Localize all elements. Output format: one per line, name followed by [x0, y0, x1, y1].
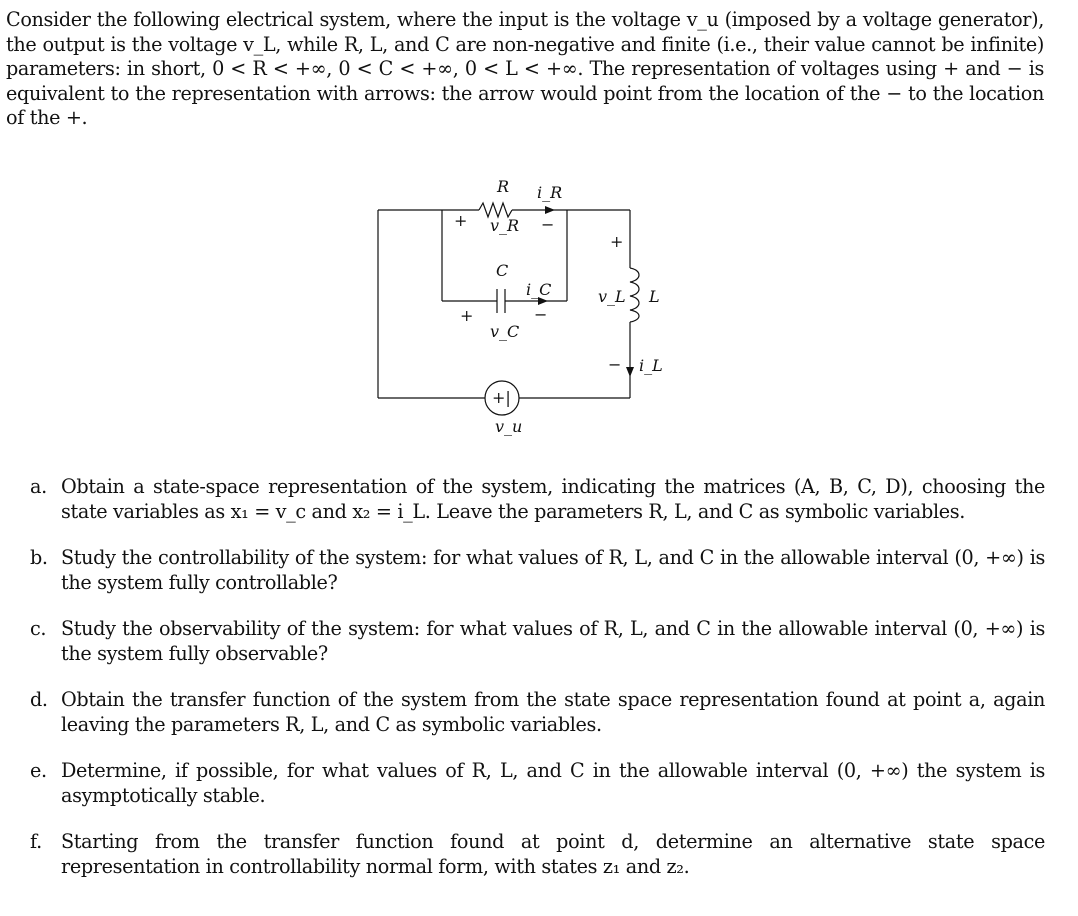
question-label: e.: [30, 759, 47, 782]
voltage-source-label: v_u: [495, 417, 523, 436]
question-item: [30, 688, 1045, 737]
question-text: Obtain the transfer function of the system from the state space representation found at point a, again leaving the parameters R, L, and C as symbolic variables.: [61, 688, 1045, 736]
resistor-plus-label: +: [454, 211, 468, 230]
problem-statement-text: Consider the following electrical system, where the input is the voltage v_u (imposed by a voltage generator), the output is the voltage v_L, while R, L, and C are non-negative and finite (i.e., their value cannot be infinite) parameters: in short, 0 < R < +∞, 0 < C < +∞, 0 < L < +∞. The representation of voltages using + and − is equivalent to the representation with arrows: the arrow would point from the location of the − to the location of the +.: [6, 8, 1044, 129]
inductor-voltage-label: v_L: [598, 287, 626, 306]
capacitor-minus-label: −: [534, 305, 548, 324]
question-text: Starting from the transfer function found at point d, determine an alternative state space representation in controllability normal form, with states z₁ and z₂.: [61, 830, 1045, 878]
question-text: Obtain a state-space representation of the system, indicating the matrices (A, B, C, D), choosing the state variables as x₁ = v_c and x₂ = i_L. Leave the parameters R, L, and C as symbolic variables.: [61, 475, 1045, 523]
circuit-diagram: [372, 170, 663, 445]
resistor-voltage-label: v_R: [490, 216, 520, 235]
question-text: Determine, if possible, for what values of R, L, and C in the allowable interval (0, +∞) the system is asymptotically stable.: [61, 759, 1045, 807]
question-label: c.: [30, 617, 47, 640]
resistor-current-arrow: [545, 206, 555, 214]
resistor-current-label: i_R: [537, 183, 563, 202]
inductor-label: L: [649, 287, 660, 306]
question-text: Study the controllability of the system: for what values of R, L, and C in the allowable interval (0, +∞) is the system fully controllable?: [61, 546, 1045, 594]
inductor-current-label: i_L: [639, 356, 663, 375]
resistor-minus-label: −: [541, 215, 555, 234]
question-item: [30, 830, 1045, 879]
circuit-svg: [372, 170, 663, 445]
question-list: [30, 475, 1045, 901]
capacitor-voltage-label: v_C: [490, 322, 520, 341]
question-item: [30, 759, 1045, 808]
voltage-source-symbol-label: +|: [492, 388, 511, 407]
capacitor-current-label: i_C: [526, 280, 552, 299]
capacitor-plus-label: +: [460, 306, 474, 325]
capacitor-label: C: [496, 261, 509, 280]
question-label: f.: [30, 830, 42, 853]
question-label: d.: [30, 688, 48, 711]
question-text: Study the observability of the system: for what values of R, L, and C in the allowable interval (0, +∞) is the system fully observable?: [61, 617, 1045, 665]
problem-statement: [6, 8, 1044, 131]
question-item: [30, 475, 1045, 524]
resistor-label: R: [497, 177, 510, 196]
inductor-symbol: [630, 268, 639, 322]
question-item: [30, 617, 1045, 666]
inductor-current-arrow: [626, 367, 634, 377]
question-label: a.: [30, 475, 47, 498]
resistor-symbol: [479, 203, 512, 217]
question-label: b.: [30, 546, 48, 569]
inductor-minus-label: −: [608, 355, 622, 374]
question-item: [30, 546, 1045, 595]
inductor-plus-label: +: [610, 232, 624, 251]
